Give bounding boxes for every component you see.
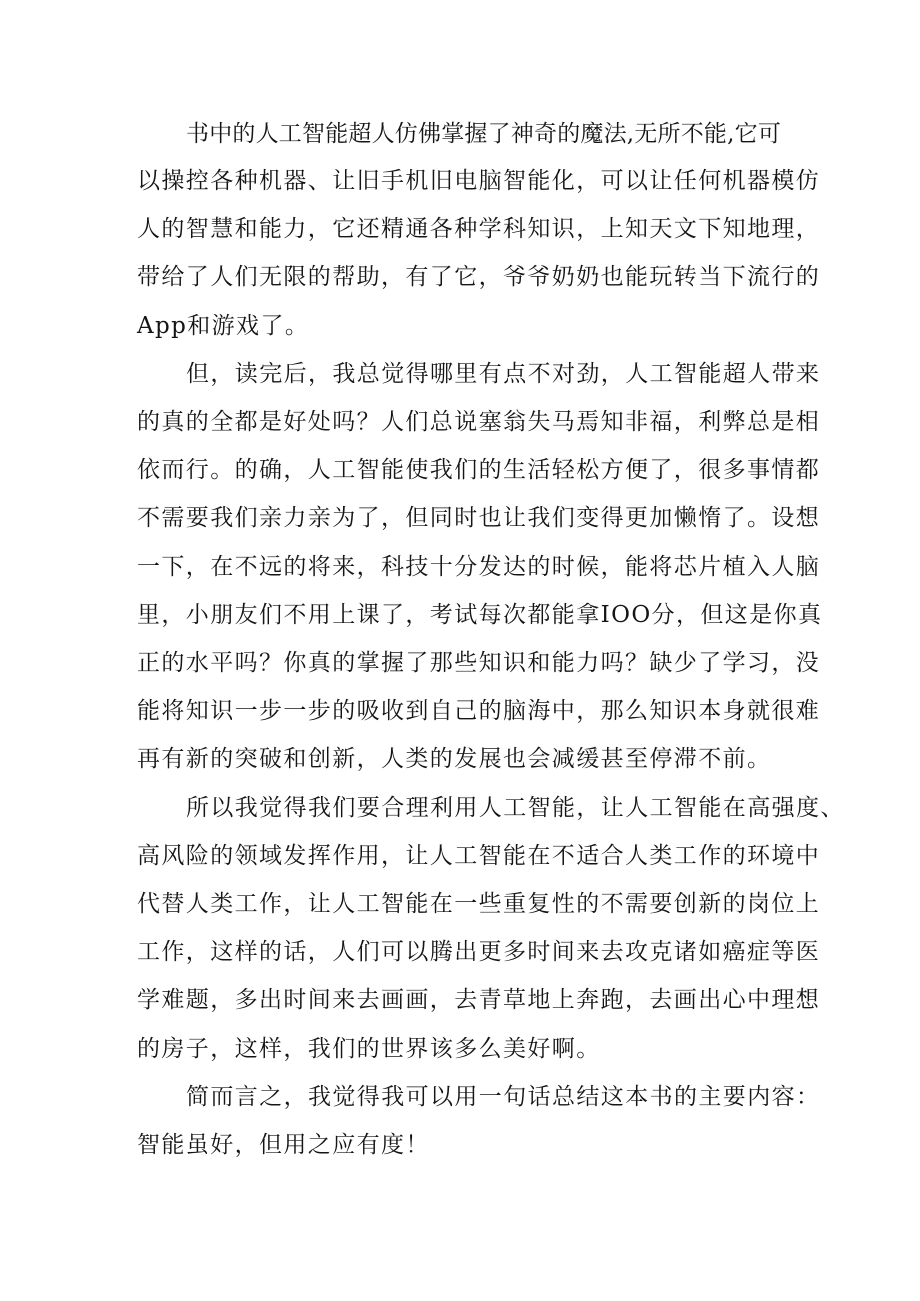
text-line: 所以我觉得我们要合理利用人工智能，让人工智能在高强度、 xyxy=(186,795,845,821)
text-line: 的真的全都是好处吗？人们总说塞翁失马焉知非福，利弊总是相 xyxy=(137,409,821,435)
text-line: 工作，这样的话，人们可以腾出更多时间来去攻克诸如癌症等医 xyxy=(137,939,821,965)
text-line: App和游戏了。 xyxy=(137,313,310,339)
text-line: 的房子，这样，我们的世界该多么美好啊。 xyxy=(137,1036,601,1062)
text-line: 再有新的突破和创新，人类的发展也会减缓甚至停滞不前。 xyxy=(137,746,772,772)
text-line: 以操控各种机器、让旧手机旧电脑智能化，可以让任何机器模仿 xyxy=(137,168,821,194)
text-line: 代替人类工作，让人工智能在一些重复性的不需要创新的岗位上 xyxy=(137,891,821,917)
text-line: 一下，在不远的将来，科技十分发达的时候，能将芯片植入人脑 xyxy=(137,554,821,580)
text-line: 简而言之，我觉得我可以用一句话总结这本书的主要内容： xyxy=(186,1084,821,1110)
text-line: 依而行。的确，人工智能使我们的生活轻松方便了，很多事情都 xyxy=(137,457,821,483)
text-line: 带给了人们无限的帮助，有了它，爷爷奶奶也能玩转当下流行的 xyxy=(137,264,821,290)
text-line: 学难题，多出时间来去画画，去青草地上奔跑，去画出心中理想 xyxy=(137,987,821,1013)
text-line: 但，读完后，我总觉得哪里有点不对劲，人工智能超人带来 xyxy=(186,361,821,387)
text-line: 高风险的领域发挥作用，让人工智能在不适合人类工作的环境中 xyxy=(137,843,821,869)
text-line: 能将知识一步一步的吸收到自己的脑海中，那么知识本身就很难 xyxy=(137,698,821,724)
text-line: 人的智慧和能力，它还精通各种学科知识，上知天文下知地理， xyxy=(137,216,821,242)
text-line: 智能虽好，但用之应有度！ xyxy=(137,1132,430,1158)
text-line: 书中的人工智能超人仿佛掌握了神奇的魔法,无所不能,它可 xyxy=(186,121,782,147)
text-line: 里，小朋友们不用上课了，考试每次都能拿IOO分，但这是你真 xyxy=(137,602,823,628)
text-line: 正的水平吗？你真的掌握了那些知识和能力吗？缺少了学习，没 xyxy=(137,650,821,676)
text-line: 不需要我们亲力亲为了，但同时也让我们变得更加懒惰了。设想 xyxy=(137,505,821,531)
